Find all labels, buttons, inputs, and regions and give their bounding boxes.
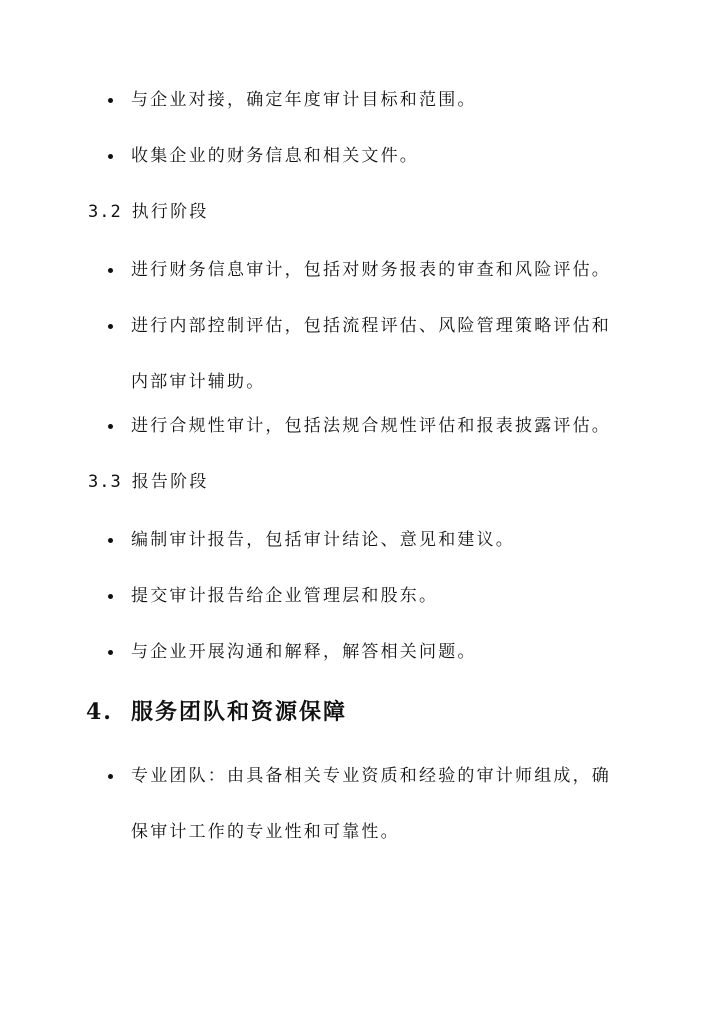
list-item: [108, 298, 628, 410]
bullet-dot: [108, 594, 113, 599]
list-item-text: 进行合规性审计，包括法规合规性评估和报表披露评估。: [131, 416, 611, 436]
bullet-dot: [108, 98, 113, 103]
bullet-dot: [108, 268, 113, 273]
list-item: [108, 398, 628, 454]
list-item: [108, 242, 628, 298]
list-item-text: 编制审计报告，包括审计结论、意见和建议。: [131, 530, 515, 550]
section-heading-3-2: [88, 200, 209, 224]
bullet-dot: [108, 650, 113, 655]
section-number: 4.: [86, 699, 113, 725]
list-item: [108, 748, 628, 860]
list-item-text: 与企业对接，确定年度审计目标和范围。: [131, 90, 477, 110]
list-item: [108, 512, 628, 568]
list-item-text: 专业团队：由具备相关专业资质和经验的审计师组成，确保审计工作的专业性和可靠性。: [131, 766, 611, 842]
section-number: 3.2: [88, 202, 122, 222]
list-item: [108, 72, 628, 128]
bullet-dot: [108, 774, 113, 779]
list-item-text: 与企业开展沟通和解释，解答相关问题。: [131, 642, 477, 662]
bullet-dot: [108, 424, 113, 429]
list-item: [108, 128, 628, 184]
list-item-text: 进行内部控制评估，包括流程评估、风险管理策略评估和内部审计辅助。: [131, 316, 611, 392]
section-number: 3.3: [88, 472, 122, 492]
section-title: 执行阶段: [131, 202, 209, 222]
list-item-text: 提交审计报告给企业管理层和股东。: [131, 586, 439, 606]
section-heading-3-3: [88, 470, 209, 494]
section-heading-4: [86, 697, 347, 727]
bullet-dot: [108, 538, 113, 543]
section-title: 报告阶段: [131, 472, 209, 492]
section-title: 服务团队和资源保障: [130, 699, 347, 725]
list-item-text: 收集企业的财务信息和相关文件。: [131, 146, 419, 166]
bullet-dot: [108, 154, 113, 159]
list-item: [108, 624, 628, 680]
bullet-dot: [108, 324, 113, 329]
list-item: [108, 568, 628, 624]
list-item-text: 进行财务信息审计，包括对财务报表的审查和风险评估。: [131, 260, 611, 280]
